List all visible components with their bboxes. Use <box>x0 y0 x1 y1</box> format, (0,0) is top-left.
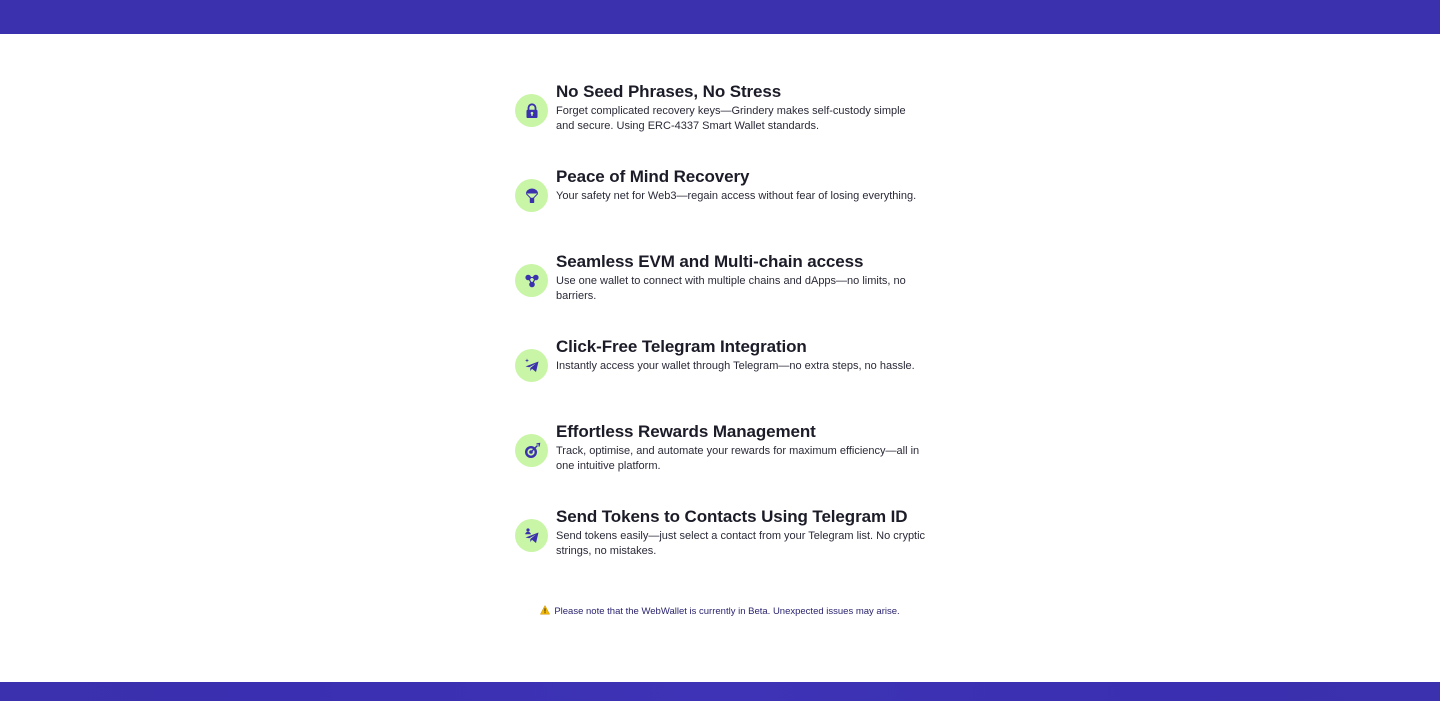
beta-notice-text: Please note that the WebWallet is currently in Beta. Unexpected issues may arise. <box>554 606 900 617</box>
warning-icon <box>540 605 550 615</box>
telegram-contact-icon <box>515 519 548 552</box>
feature-description: Track, optimise, and automate your rewards for maximum efficiency—all in one intuitive platform. <box>556 445 920 472</box>
parachute-icon <box>515 179 548 212</box>
feature-title: Peace of Mind Recovery <box>556 167 750 186</box>
feature-item-send-tokens <box>515 507 935 592</box>
feature-title: No Seed Phrases, No Stress <box>556 82 782 101</box>
feature-title: Seamless EVM and Multi-chain access <box>556 252 864 271</box>
feature-item-multichain <box>515 252 935 337</box>
feature-item-telegram-integration <box>515 337 935 422</box>
feature-item-rewards <box>515 422 935 507</box>
feature-description: Use one wallet to connect with multiple chains and dApps—no limits, no barriers. <box>556 275 906 302</box>
bottom-footer-bar <box>0 682 1440 701</box>
feature-description: Your safety net for Web3—regain access without fear of losing everything. <box>556 190 917 202</box>
feature-description: Send tokens easily—just select a contact from your Telegram list. No cryptic strings, no mistakes. <box>556 530 926 557</box>
feature-description: Instantly access your wallet through Telegram—no extra steps, no hassle. <box>556 360 915 372</box>
top-header-bar <box>0 0 1440 34</box>
lock-icon <box>515 94 548 127</box>
network-icon <box>515 264 548 297</box>
feature-description: Forget complicated recovery keys—Grindery makes self-custody simple and secure. Using ERC-4337 Smart Wallet standards. <box>556 105 906 132</box>
target-icon <box>515 434 548 467</box>
feature-title: Effortless Rewards Management <box>556 422 816 441</box>
feature-list <box>515 82 935 592</box>
telegram-sparkle-icon <box>515 349 548 382</box>
feature-title: Click-Free Telegram Integration <box>556 337 807 356</box>
feature-title: Send Tokens to Contacts Using Telegram ID <box>556 507 908 526</box>
feature-item-recovery <box>515 167 935 252</box>
feature-item-no-seed-phrases <box>515 82 935 167</box>
beta-notice <box>0 605 1440 619</box>
